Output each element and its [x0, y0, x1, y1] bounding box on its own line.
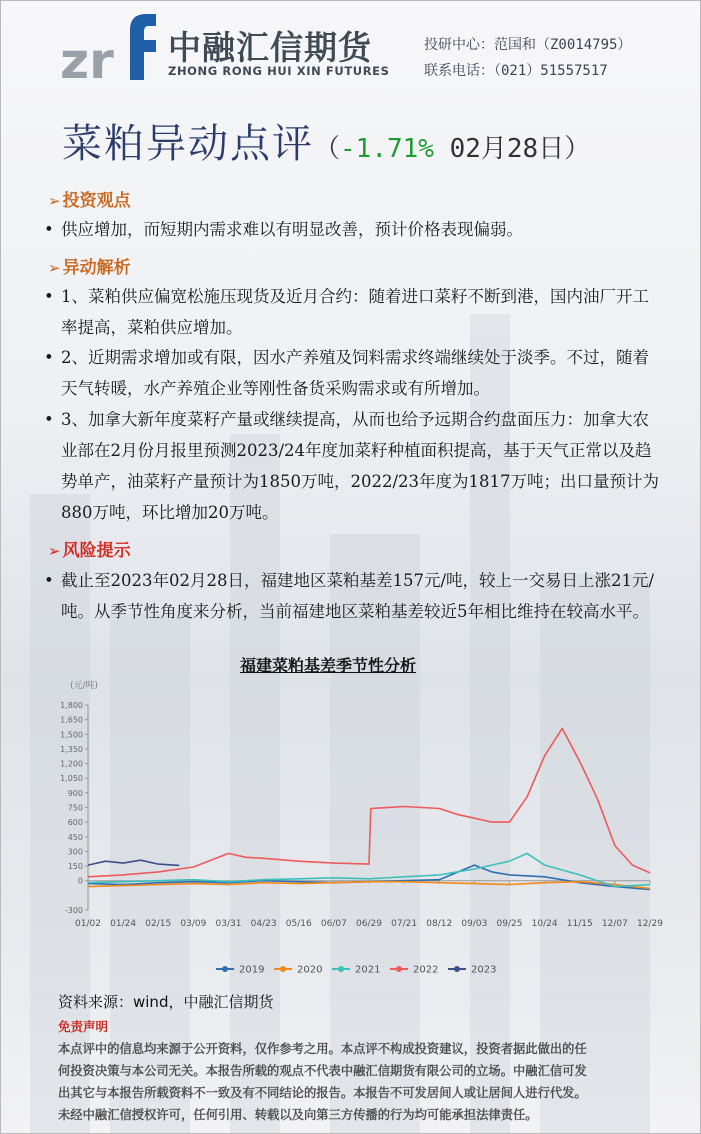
- y-tick-label: 1,350: [60, 744, 83, 754]
- view-paragraph: • 供应增加，而短期内需求难以有明显改善，预计价格表现偏弱。: [44, 214, 664, 245]
- price-change-pct: -1.71%: [340, 134, 434, 164]
- legend-marker-2023: [454, 966, 460, 972]
- legend-label-2019: 2019: [239, 964, 265, 976]
- x-tick-label: 12/07: [601, 919, 628, 929]
- x-tick-label: 01/02: [75, 919, 101, 929]
- bullet-icon: •: [44, 287, 54, 306]
- series-line-2022: [88, 728, 650, 876]
- legend-label-2021: 2021: [355, 964, 381, 976]
- x-tick-label: 10/24: [531, 919, 558, 929]
- x-tick-label: 09/03: [461, 919, 488, 929]
- x-tick-label: 11/15: [566, 919, 593, 929]
- report-title-main: 菜粕异动点评: [62, 121, 314, 167]
- y-tick-label: 750: [67, 803, 83, 813]
- bullet-icon: •: [44, 348, 54, 367]
- x-tick-label: 06/29: [356, 919, 382, 929]
- arrow-icon: ➢: [48, 192, 61, 210]
- x-tick-label: 12/29: [637, 919, 663, 929]
- company-name-cn: 中融汇信期货: [168, 28, 372, 67]
- bullet-icon: •: [44, 410, 54, 429]
- y-tick-label: 300: [67, 847, 83, 857]
- analysis-item-1: • 1、菜粕供应偏宽松施压现货及近月合约：随着进口菜籽不断到港，国内油厂开工率提高，菜粕供应增加。: [44, 281, 664, 343]
- report-title: [62, 112, 590, 169]
- contact-phone: 联系电话：（021）51557517: [424, 63, 608, 79]
- risk-paragraph: • 截止至2023年02月28日，福建地区菜粕基差157元/吨，较上一交易日上涨21元/吨。从季节性角度来分析，当前福建地区菜粕基差较近5年相比维持在较高水平。: [44, 565, 664, 627]
- legend-marker-2020: [280, 966, 286, 972]
- series-line-2019: [88, 865, 650, 889]
- y-tick-label: 1,200: [60, 759, 83, 769]
- x-tick-label: 04/23: [250, 919, 277, 929]
- y-tick-label: 900: [67, 788, 83, 798]
- chart-title: 福建菜粕基差季节性分析: [240, 656, 417, 675]
- legend-label-2020: 2020: [297, 964, 323, 976]
- data-source: 资料来源：wind，中融汇信期货: [58, 993, 274, 1011]
- x-tick-label: 06/07: [320, 919, 347, 929]
- y-tick-label: 1,500: [60, 730, 83, 740]
- contact-analyst: 投研中心：范国和（Z0014795）: [424, 37, 632, 53]
- report-date: 02月28日）: [433, 134, 591, 164]
- disclaimer-text: 本点评中的信息均来源于公开资料，仅作参考之用。本点评不构成投资建议，投资者据此做出的任 何投资决策与本公司无关。本报告所载的观点不代表中融汇信期货有限公司的立场。中融汇信可发 出其它与本报告所载资料不一致及有不同结论的报告。本报告不可发居间人或让居间人进行代发。 未经中融汇信授权许可，任何引用、转载以及向第三方传播的行为均可能承担法律责任。: [58, 1042, 587, 1122]
- x-tick-label: 07/21: [391, 919, 418, 929]
- section-heading-analysis: ➢ 异动解析: [48, 258, 131, 278]
- y-tick-label: 450: [67, 832, 83, 842]
- section-heading-risk: ➢ 风险提示: [48, 541, 131, 561]
- analysis-item-2: • 2、近期需求增加或有限，因水产养殖及饲料需求终端继续处于淡季。不过，随着天气转暖，水产养殖企业等刚性备货采购需求或有所增加。: [44, 342, 664, 404]
- y-tick-label: 150: [67, 862, 83, 872]
- arrow-icon: ➢: [48, 542, 61, 560]
- y-tick-label: -300: [64, 906, 83, 915]
- x-tick-label: 02/15: [145, 919, 172, 929]
- legend-label-2023: 2023: [471, 964, 497, 976]
- x-tick-label: 09/25: [496, 919, 523, 929]
- y-tick-label: 1,800: [60, 701, 83, 710]
- legend-marker-2021: [338, 966, 344, 972]
- bullet-icon: •: [44, 571, 54, 590]
- y-axis-label: (元/吨): [70, 681, 99, 691]
- analysis-item-3: • 3、加拿大新年度菜籽产量或继续提高，从而也给予远期合约盘面压力：加拿大农业部在2月份月报里预测2023/24年度加菜籽种植面积提高，基于天气正常以及趋势单产，油菜籽产量预计为1850万吨，2022/23年度为1817万吨；出口量预计为880万吨，环比增加20万吨。: [44, 404, 664, 528]
- y-tick-label: 600: [67, 818, 83, 828]
- company-name-en: ZHONG RONG HUI XIN FUTURES: [168, 64, 390, 78]
- legend-marker-2022: [396, 966, 402, 972]
- bullet-icon: •: [44, 220, 54, 239]
- disclaimer-heading: 免责声明: [58, 1019, 109, 1034]
- x-tick-label: 05/16: [285, 919, 312, 929]
- section-heading-view: ➢ 投资观点: [48, 191, 131, 211]
- svg-text:zr: zr: [60, 32, 114, 82]
- y-tick-label: 0: [77, 876, 83, 886]
- title-open-paren: （: [314, 134, 341, 164]
- x-tick-label: 03/31: [215, 919, 242, 929]
- y-tick-label: 1,050: [60, 774, 83, 784]
- arrow-icon: ➢: [48, 259, 61, 277]
- x-tick-label: 08/12: [426, 919, 453, 929]
- basis-seasonal-chart: [50, 676, 670, 986]
- legend-marker-2019: [222, 966, 228, 972]
- series-line-2023: [88, 860, 179, 865]
- x-tick-label: 01/24: [110, 919, 137, 929]
- x-tick-label: 03/09: [180, 919, 207, 929]
- legend-label-2022: 2022: [413, 964, 439, 976]
- company-logo-icon: [60, 10, 158, 82]
- y-tick-label: 1,650: [60, 715, 83, 725]
